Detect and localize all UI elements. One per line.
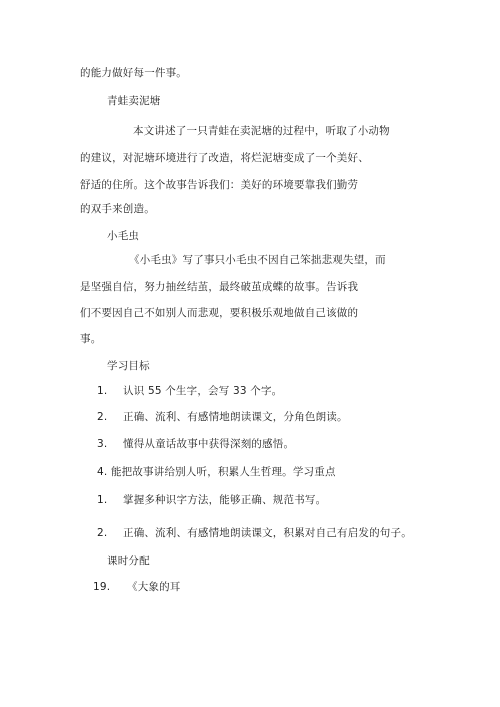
schedule-text: 《大象的耳 [127,581,181,593]
goal-number: 3. [97,438,108,450]
section-heading-schedule: 课时分配 [107,555,150,567]
goal-text: 认识 55 个生字，会写 33 个字。 [123,385,283,397]
goal-number: 1. [97,385,108,397]
text-line: 的能力做好每一件事。 [80,67,187,79]
text-line: 们不要因自己不如别人而悲观，要积极乐观地做自己该做的 [80,307,359,319]
text-line: 的建议，对泥塘环境进行了改造，将烂泥塘变成了一个美好、 [80,152,369,164]
keypoint-number: 1. [97,494,108,506]
goal-number: 2. [97,411,108,423]
keypoint-text: 正确、流利、有感情地朗读课文，积累对自己有启发的句子。 [123,527,412,539]
keypoint-number: 2. [97,527,108,539]
section-heading-caterpillar: 小毛虫 [107,230,140,242]
goal-text: 正确、流利、有感情地朗读课文，分角色朗读。 [123,411,348,423]
section-heading-goals: 学习目标 [107,360,150,372]
text-line: 本文讲述了一只青蛙在卖泥塘的过程中，听取了小动物 [133,125,390,137]
text-line: 是坚强自信，努力抽丝结茧，最终破茧成蝶的故事。告诉我 [80,281,359,293]
schedule-number: 19. [93,581,111,593]
section-heading-frog: 青蛙卖泥塘 [107,95,161,107]
keypoint-text: 掌握多种识字方法，能够正确、规范书写。 [123,494,327,506]
goal-text: 懂得从童话故事中获得深刻的感悟。 [123,438,295,450]
text-line: 的双手来创造。 [80,203,155,215]
text-line: 舒适的住所。这个故事告诉我们：美好的环境要靠我们勤劳 [80,179,359,191]
goal-4-line: 4. 能把故事讲给别人听，积累人生哲理。学习重点 [97,466,336,478]
text-line: 事。 [80,333,102,345]
text-line: 《小毛虫》写了事只小毛虫不因自己笨拙悲观失望，而 [129,254,386,266]
